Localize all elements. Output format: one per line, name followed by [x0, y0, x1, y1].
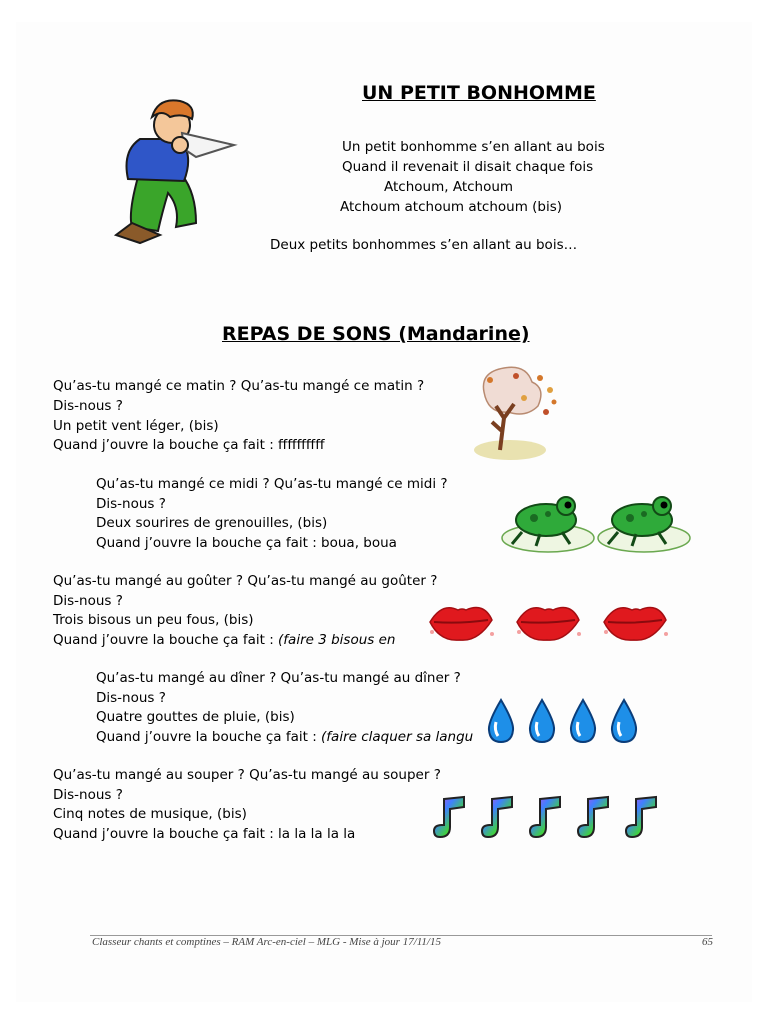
verse-line: Qu’as-tu mangé au goûter ? Qu’as-tu mangé au goûter ?	[53, 573, 438, 589]
song1-line: Un petit bonhomme s’en allant au bois	[342, 139, 605, 155]
verse-line: Trois bisous un peu fous, (bis)	[53, 612, 254, 628]
verse-instruction: (faire 3 bisous en	[278, 632, 396, 648]
music-note-icon	[624, 795, 660, 839]
raindrop-icon	[568, 698, 598, 744]
song1-line: Atchoum, Atchoum	[384, 179, 514, 195]
verse-line: Qu’as-tu mangé au souper ? Qu’as-tu mangé au souper ?	[53, 767, 441, 783]
verse-line: Quatre gouttes de pluie, (bis)	[96, 709, 295, 725]
verse-line	[53, 632, 395, 648]
windy-tree-icon	[470, 362, 562, 466]
lips-icon	[426, 600, 496, 644]
verse-line: Quand j’ouvre la bouche ça fait : la la la la la	[53, 826, 356, 842]
frog-icon	[596, 492, 692, 554]
music-note-icon	[432, 795, 468, 839]
frog-icon	[500, 492, 596, 554]
footer-text: Classeur chants et comptines – RAM Arc-en-ciel – MLG - Mise à jour 17/11/15	[92, 936, 441, 948]
music-note-icon	[528, 795, 564, 839]
raindrop-icon	[527, 698, 557, 744]
raindrop-icon	[486, 698, 516, 744]
sneezing-boy-icon	[110, 95, 240, 245]
verse-line: Deux sourires de grenouilles, (bis)	[96, 515, 328, 531]
verse-line: Qu’as-tu mangé ce matin ? Qu’as-tu mangé ce matin ?	[53, 378, 425, 394]
music-note-icon	[576, 795, 612, 839]
verse-line: Dis-nous ?	[53, 593, 123, 609]
song1-title: UN PETIT BONHOMME	[362, 82, 596, 104]
verse-line: Qu’as-tu mangé au dîner ? Qu’as-tu mangé au dîner ?	[96, 670, 461, 686]
verse-text: Quand j’ouvre la bouche ça fait :	[53, 632, 279, 648]
song2-title: REPAS DE SONS (Mandarine)	[222, 323, 530, 345]
lips-icon	[600, 600, 670, 644]
verse-line	[96, 729, 473, 745]
verse-line: Qu’as-tu mangé ce midi ? Qu’as-tu mangé ce midi ?	[96, 476, 448, 492]
lips-icon	[513, 600, 583, 644]
verse-line: Quand j’ouvre la bouche ça fait : boua, boua	[96, 535, 397, 551]
verse-line: Dis-nous ?	[53, 398, 123, 414]
verse-line: Quand j’ouvre la bouche ça fait : ffffffffff	[53, 437, 325, 453]
verse-text: Quand j’ouvre la bouche ça fait :	[96, 729, 322, 745]
raindrop-icon	[609, 698, 639, 744]
song1-line: Deux petits bonhommes s’en allant au bois…	[270, 237, 578, 253]
page-number: 65	[702, 936, 713, 948]
verse-line: Dis-nous ?	[96, 690, 166, 706]
verse-line: Un petit vent léger, (bis)	[53, 418, 219, 434]
music-note-icon	[480, 795, 516, 839]
verse-line: Dis-nous ?	[53, 787, 123, 803]
song1-line: Quand il revenait il disait chaque fois	[342, 159, 594, 175]
song1-line: Atchoum atchoum atchoum (bis)	[340, 199, 563, 215]
verse-line: Dis-nous ?	[96, 496, 166, 512]
verse-instruction: (faire claquer sa langu	[321, 729, 474, 745]
verse-line: Cinq notes de musique, (bis)	[53, 806, 247, 822]
